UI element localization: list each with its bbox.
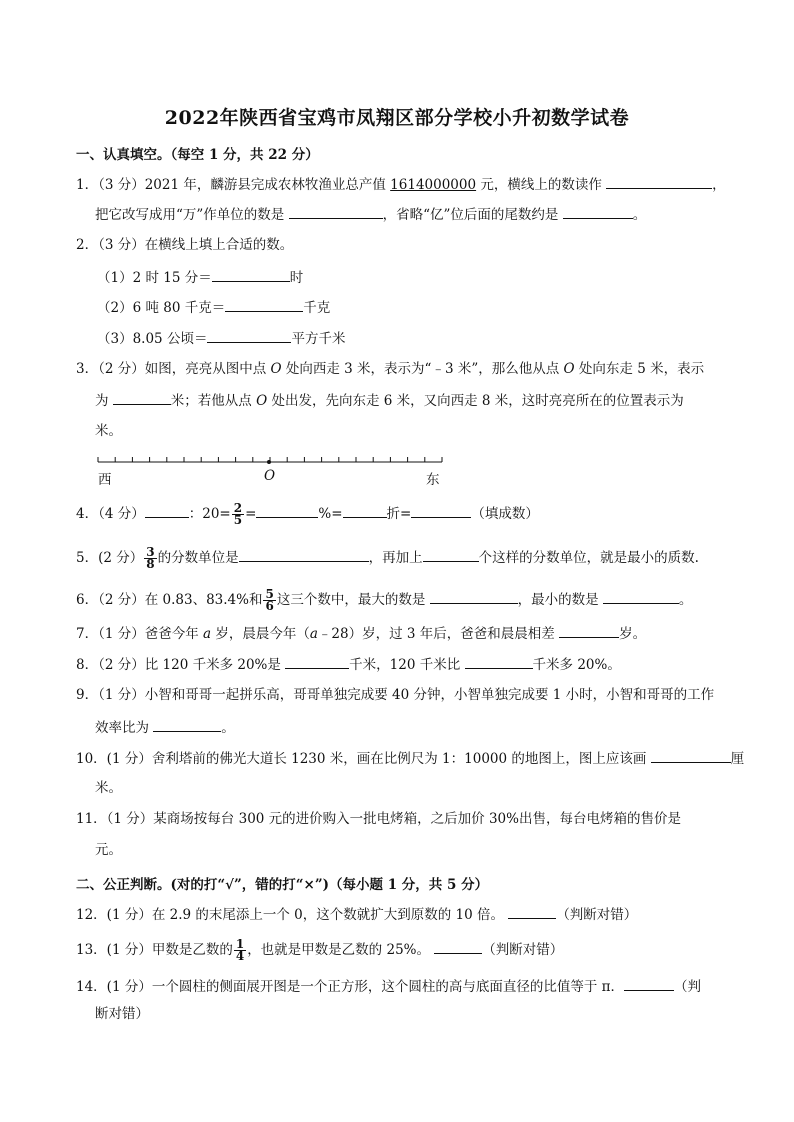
q8-blank-1[interactable] <box>285 653 349 669</box>
question-6: 6．（2 分）在 0.83、83.4%和 $\frac{5}{6}$ 这三个数中，最大的数是 ，最小的数是 。 <box>76 587 693 613</box>
question-7: 7．（1 分）爸爸今年 a 岁，晨晨今年（a﹣28）岁，过 3 年后，爸爸和晨晨相差 岁。 <box>76 622 646 644</box>
question-5: 5．(2 分） $\frac{3}{8}$ 的分数单位是 ，再加上 个这样的分数单位，就是最小的质数. <box>76 545 699 571</box>
q1-blank-3[interactable] <box>563 203 633 219</box>
question-2-part-3: （3）8.05 公顷＝ 平方千米 <box>97 327 345 349</box>
question-11-line-1: 11．（1 分）某商场按每台 300 元的进价购入一批电烤箱，之后加价 30%出售，每台电烤箱的售价是 <box>76 811 681 827</box>
q4-blank-3[interactable] <box>343 502 387 518</box>
question-3-line-3: 米。 <box>95 423 122 439</box>
q13-fraction: $\frac{1}{4}$ <box>235 937 245 963</box>
q6-blank-1[interactable] <box>430 588 518 604</box>
question-2-part-2: （2）6 吨 80 千克＝ 千克 <box>97 296 330 318</box>
page-title: 2022年陕西省宝鸡市凤翔区部分学校小升初数学试卷 <box>164 107 630 129</box>
q1-blank-2[interactable] <box>289 203 383 219</box>
q5-blank-2[interactable] <box>423 546 479 562</box>
question-14-line-2: 断对错） <box>95 1006 149 1022</box>
q4-blank-4[interactable] <box>411 502 471 518</box>
q4-fraction: $\frac{2}{5}$ <box>233 501 243 527</box>
question-3-line-1: 3．（2 分）如图，亮亮从图中点 O 处向西走 3 米，表示为“﹣3 米”，那么他从点 O 处向东走 5 米，表示 <box>76 361 705 377</box>
west-label: 西 <box>98 472 112 488</box>
q6-blank-2[interactable] <box>603 588 679 604</box>
question-10-line-2: 米。 <box>95 780 122 796</box>
q12-blank[interactable] <box>508 903 556 919</box>
origin-label: O <box>264 468 276 484</box>
q1-blank-1[interactable] <box>606 173 712 189</box>
q4-blank-1[interactable] <box>145 502 189 518</box>
q3-blank-1[interactable] <box>113 389 171 405</box>
q14-blank[interactable] <box>624 975 674 991</box>
section-1-heading: 一、认真填空。（每空 1 分，共 22 分） <box>76 147 319 163</box>
question-9-line-1: 9．（1 分）小智和哥哥一起拼乐高，哥哥单独完成要 40 分钟，小智单独完成要 1 小时，小智和哥哥的工作 <box>76 687 715 703</box>
question-8: 8．（2 分）比 120 千米多 20%是 千米，120 千米比 千米多 20%。 <box>76 653 621 675</box>
east-label: 东 <box>426 472 440 488</box>
q2-blank-1[interactable] <box>212 266 290 282</box>
q6-fraction: $\frac{5}{6}$ <box>265 587 274 613</box>
q2-blank-3[interactable] <box>207 327 291 343</box>
q10-blank[interactable] <box>651 747 731 763</box>
q1-number: 1614000000 <box>390 177 477 193</box>
question-14-line-1: 14．(1 分）一个圆柱的侧面展开图是一个正方形，这个圆柱的高与底面直径的比值等于 π． （判 <box>76 975 701 997</box>
question-2-stem: 2．（3 分）在横线上填上合适的数。 <box>76 237 294 253</box>
q2-blank-2[interactable] <box>225 296 303 312</box>
question-3-line-2: 为 米；若他从点 O 处出发，先向东走 6 米，又向西走 8 米，这时亮亮所在的位置表示为 <box>95 389 684 411</box>
question-13: 13．(1 分）甲数是乙数的 $\frac{1}{4}$ ，也就是甲数是乙数的 25%。 （判断对错） <box>76 937 564 963</box>
question-9-line-2: 效率比为 。 <box>95 716 235 738</box>
question-2-part-1: （1）2 时 15 分＝ 时 <box>97 266 303 288</box>
question-1-line-1: 1．（3 分）2021 年，麟游县完成农林牧渔业总产值 1614000000 元，横线上的数读作 ， <box>76 173 726 195</box>
question-10-line-1: 10．(1 分）舍利塔前的佛光大道长 1230 米，画在比例尺为 1：10000 的地图上，图上应该画 厘 <box>76 747 744 769</box>
q7-blank[interactable] <box>559 622 619 638</box>
q8-blank-2[interactable] <box>465 653 533 669</box>
section-2-heading: 二、公正判断。(对的打“√”，错的打“×”)（每小题 1 分，共 5 分） <box>76 877 489 893</box>
q5-blank-1[interactable] <box>239 546 369 562</box>
question-12: 12．(1 分）在 2.9 的末尾添上一个 0，这个数就扩大到原数的 10 倍。 （判断对错） <box>76 903 637 925</box>
q13-blank[interactable] <box>434 938 482 954</box>
q9-blank[interactable] <box>153 716 221 732</box>
question-11-line-2: 元。 <box>95 842 122 858</box>
question-4: 4．（4 分） ：20= $\frac{2}{5}$ = %= 折= （填成数） <box>76 501 539 527</box>
question-1-line-2: 把它改写成用“万”作单位的数是 ，省略“亿”位后面的尾数约是 。 <box>95 203 646 225</box>
q4-blank-2[interactable] <box>256 502 318 518</box>
q5-fraction: $\frac{3}{8}$ <box>146 545 155 571</box>
